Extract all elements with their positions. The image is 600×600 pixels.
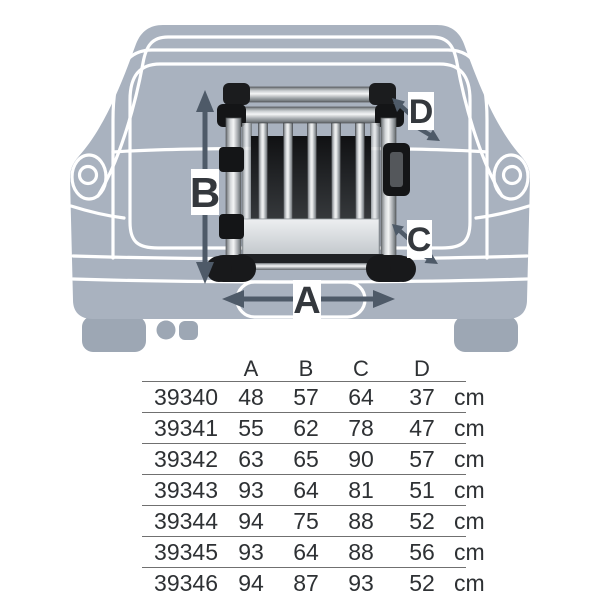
dim-d-label: D: [408, 93, 434, 131]
dim-c-label: C: [406, 221, 432, 259]
article-cell: 39345: [154, 538, 218, 565]
dim-b-cell: 75: [293, 507, 319, 534]
dim-d-cell: 47: [409, 414, 435, 441]
header-c: C: [353, 356, 369, 381]
crate-hinge-top: [219, 147, 244, 172]
dim-b-cell: 64: [293, 538, 319, 565]
dim-b-cell: 57: [293, 383, 319, 410]
crate-foot-right-cap: [390, 256, 416, 282]
article-cell: 39343: [154, 476, 218, 503]
unit-cell: cm: [454, 476, 485, 503]
crate-bottom-panel: [243, 219, 379, 255]
dim-a-cell: 48: [238, 383, 264, 410]
dim-b-cell: 64: [293, 476, 319, 503]
dim-d-cell: 37: [409, 383, 435, 410]
crate-back-rail: [236, 87, 384, 102]
dim-a-cell: 55: [238, 414, 264, 441]
dim-c-cell: 90: [348, 445, 374, 472]
crate-post-left: [226, 118, 241, 270]
dim-c-cell: 64: [348, 383, 374, 410]
wheel-right: [454, 316, 518, 352]
exhaust-pipe-left: [157, 321, 176, 340]
dim-a-cell: 93: [238, 476, 264, 503]
article-cell: 39340: [154, 383, 218, 410]
table-row: [142, 413, 485, 444]
dim-a-cell: 63: [238, 445, 264, 472]
unit-cell: cm: [454, 538, 485, 565]
dim-b-cell: 62: [293, 414, 319, 441]
crate-back-corner-left: [223, 83, 250, 105]
dim-a-cell: 94: [238, 569, 264, 596]
article-cell: 39342: [154, 445, 218, 472]
table-row: [142, 537, 485, 568]
dim-a-label: A: [293, 280, 321, 322]
crate-latch-slot: [390, 152, 403, 187]
size-table-header: [142, 356, 466, 382]
dim-d-cell: 57: [409, 445, 435, 472]
dim-a-cell: 94: [238, 507, 264, 534]
dim-b-cell: 87: [293, 569, 319, 596]
unit-cell: cm: [454, 507, 485, 534]
article-cell: 39344: [154, 507, 218, 534]
dim-b-label: B: [189, 169, 221, 216]
table-row: [142, 568, 485, 598]
header-b: B: [298, 356, 314, 381]
unit-cell: cm: [454, 445, 485, 472]
dim-d-cell: 56: [409, 538, 435, 565]
table-row: [142, 444, 485, 475]
dim-c-cell: 81: [348, 476, 374, 503]
dog-crate: [206, 83, 416, 282]
dim-d-cell: 52: [409, 569, 435, 596]
table-row: [142, 382, 485, 413]
dim-d-cell: 52: [409, 507, 435, 534]
dim-c-cell: 78: [348, 414, 374, 441]
crate-front-rail: [228, 107, 394, 123]
article-cell: 39341: [154, 414, 218, 441]
header-a: A: [243, 356, 259, 381]
dim-a-cell: 93: [238, 538, 264, 565]
table-row: [142, 506, 485, 537]
crate-hinge-bottom: [219, 214, 244, 239]
header-d: D: [414, 356, 430, 381]
exhaust-pipe-right: [179, 321, 198, 340]
dim-c-cell: 88: [348, 538, 374, 565]
dim-c-cell: 88: [348, 507, 374, 534]
crate-bottom-rail: [238, 254, 384, 263]
wheel-left: [82, 316, 146, 352]
dim-c-cell: 93: [348, 569, 374, 596]
size-table: [142, 356, 485, 598]
dim-b-cell: 65: [293, 445, 319, 472]
table-row: [142, 475, 485, 506]
article-cell: 39346: [154, 569, 218, 596]
dim-d-cell: 51: [409, 476, 435, 503]
unit-cell: cm: [454, 569, 485, 596]
crate-bottom-tube: [234, 263, 388, 270]
crate-back-corner-right: [369, 83, 396, 105]
unit-cell: cm: [454, 383, 485, 410]
unit-cell: cm: [454, 414, 485, 441]
